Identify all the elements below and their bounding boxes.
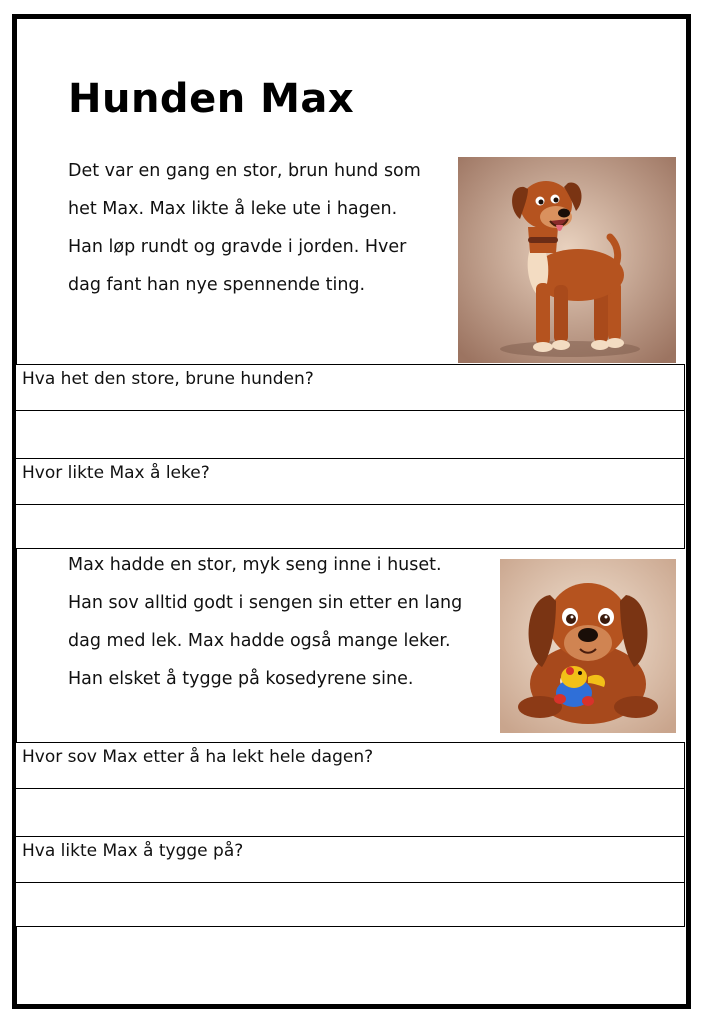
page-title: Hunden Max bbox=[68, 76, 355, 122]
story-paragraph-1 bbox=[68, 152, 448, 304]
story-line: Max hadde en stor, myk seng inne i huset. bbox=[68, 555, 442, 575]
answer-field[interactable] bbox=[15, 882, 685, 927]
question-text: Hvor likte Max å leke? bbox=[22, 463, 210, 483]
story-line: Han elsket å tygge på kosedyrene sine. bbox=[68, 669, 414, 689]
story-line: Han sov alltid godt i sengen sin etter en lang bbox=[68, 593, 463, 613]
question-row bbox=[15, 458, 685, 505]
question-text: Hva likte Max å tygge på? bbox=[22, 841, 244, 861]
answer-field[interactable] bbox=[15, 504, 685, 549]
story-line: dag fant han nye spennende ting. bbox=[68, 275, 366, 295]
question-text: Hvor sov Max etter å ha lekt hele dagen? bbox=[22, 747, 374, 767]
question-row bbox=[15, 742, 685, 789]
answer-field[interactable] bbox=[15, 788, 685, 837]
question-row bbox=[15, 836, 685, 883]
story-paragraph-2 bbox=[68, 546, 498, 698]
question-row bbox=[15, 364, 685, 411]
story-line: Han løp rundt og gravde i jorden. Hver bbox=[68, 237, 407, 257]
story-line: Det var en gang en stor, brun hund som bbox=[68, 161, 421, 181]
sitting-dog-icon bbox=[500, 559, 676, 733]
standing-dog-icon bbox=[458, 157, 676, 363]
sitting-dog-picture bbox=[500, 559, 676, 733]
standing-dog-picture bbox=[458, 157, 676, 363]
story-line: dag med lek. Max hadde også mange leker. bbox=[68, 631, 451, 651]
question-text: Hva het den store, brune hunden? bbox=[22, 369, 314, 389]
story-line: het Max. Max likte å leke ute i hagen. bbox=[68, 199, 398, 219]
answer-field[interactable] bbox=[15, 410, 685, 459]
